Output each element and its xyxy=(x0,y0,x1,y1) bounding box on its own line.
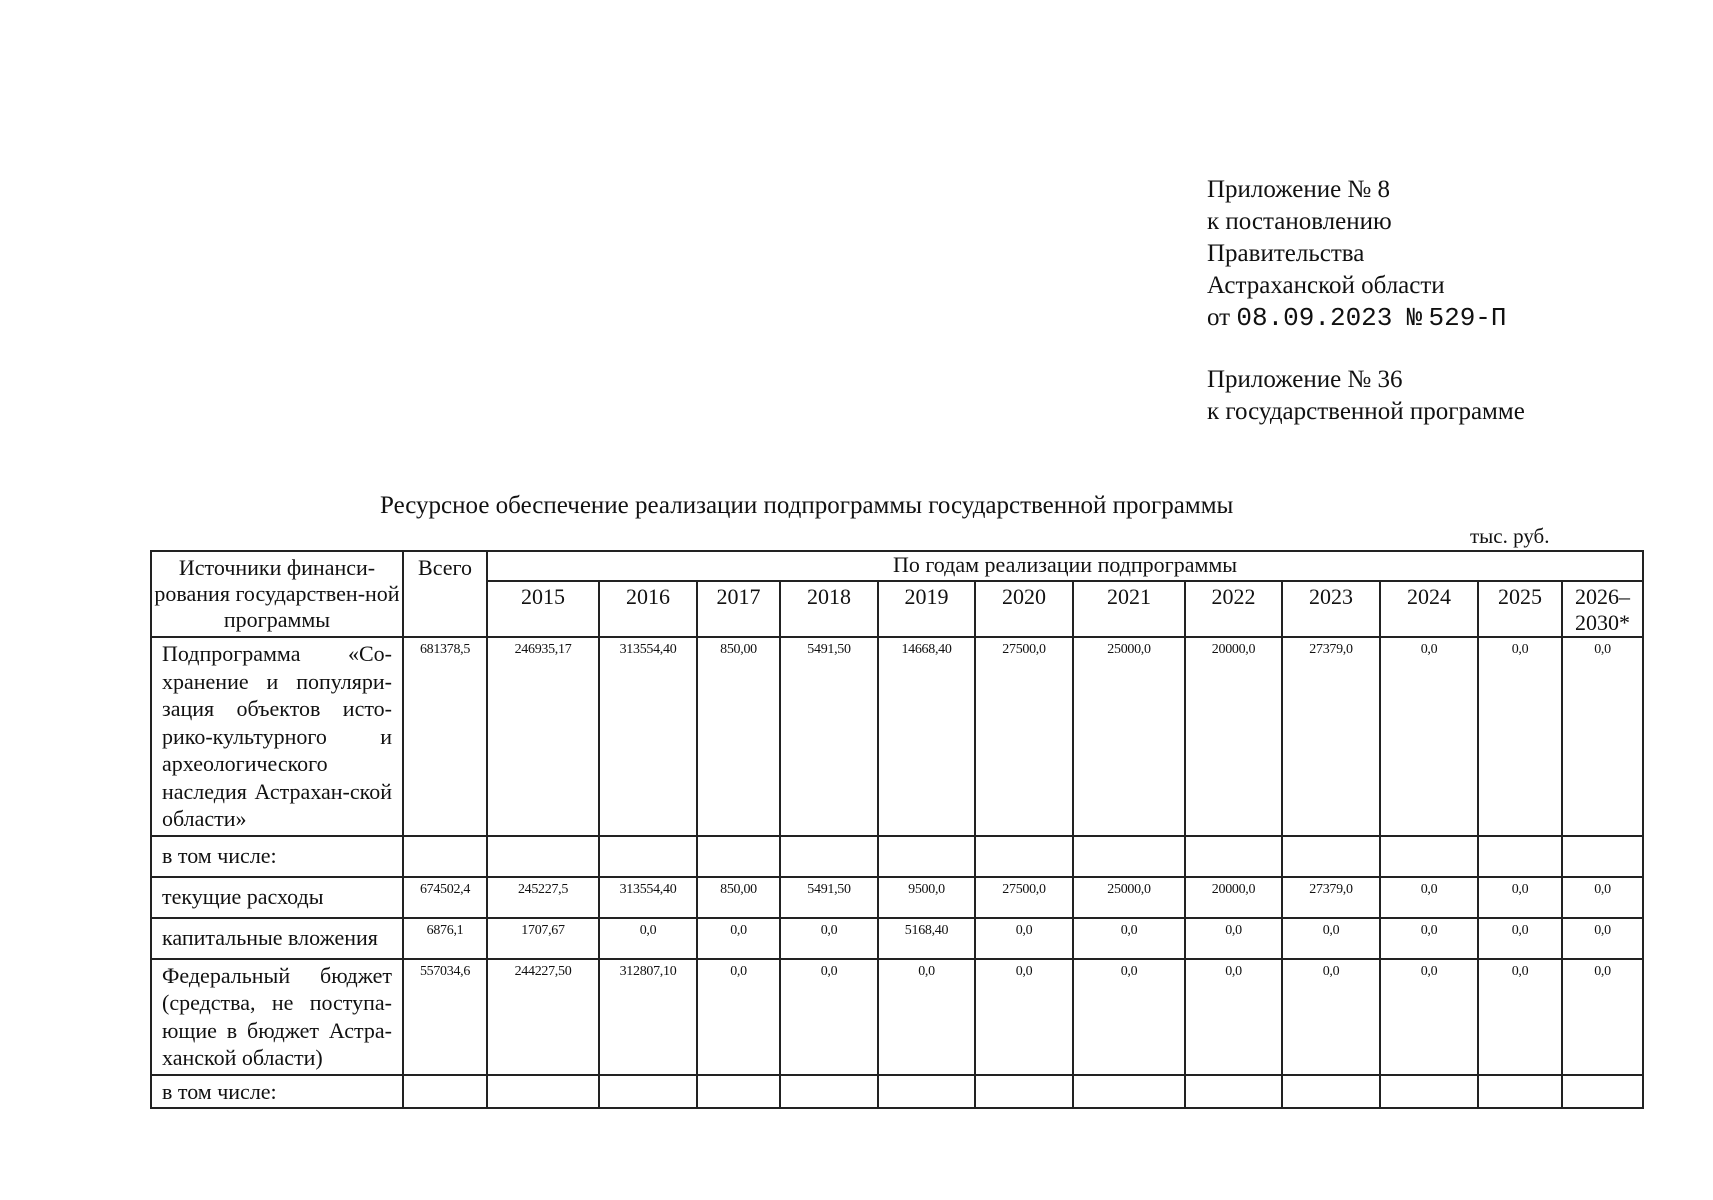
value-cell xyxy=(1562,1075,1643,1109)
value-cell xyxy=(697,1075,780,1109)
years-group-header: По годам реализации подпрограммы xyxy=(487,551,1643,581)
value-cell xyxy=(1073,1075,1185,1109)
appendix-second-label: Приложение № 36 xyxy=(1207,366,1403,393)
value-cell: 0,0 xyxy=(1562,918,1643,959)
value-cell: 0,0 xyxy=(1380,918,1478,959)
value-cell xyxy=(599,1075,697,1109)
total-cell: 674502,4 xyxy=(403,877,487,918)
year-header: 2017 xyxy=(697,581,780,637)
value-cell: 27500,0 xyxy=(975,637,1073,836)
date-prefix: от xyxy=(1207,304,1231,331)
value-cell: 0,0 xyxy=(1282,959,1380,1075)
value-cell: 5491,50 xyxy=(780,637,878,836)
value-cell: 246935,17 xyxy=(487,637,599,836)
row-label: в том числе: xyxy=(151,1075,403,1109)
table-row xyxy=(151,836,1643,877)
value-cell: 0,0 xyxy=(1380,959,1478,1075)
table-row xyxy=(151,959,1643,1075)
row-label: Подпрограмма «Со-хранение и популяри-зация объектов исто-рико-культурного и археологического наследия Астрахан-ской области» xyxy=(151,637,403,836)
value-cell xyxy=(975,836,1073,877)
resolution-date: 08.09.2023 xyxy=(1236,303,1393,333)
table-row xyxy=(151,918,1643,959)
document-title: Ресурсное обеспечение реализации подпрограммы государственной программы xyxy=(380,492,1234,519)
value-cell: 0,0 xyxy=(1282,918,1380,959)
value-cell: 1707,67 xyxy=(487,918,599,959)
table-body xyxy=(151,637,1643,1108)
region-label: Астраханской области xyxy=(1207,272,1445,299)
value-cell xyxy=(1380,1075,1478,1109)
row-label: Федеральный бюджет (средства, не поступа-ющие в бюджет Астра-ханской области) xyxy=(151,959,403,1075)
year-header: 2026–2030* xyxy=(1562,581,1643,637)
year-header: 2022 xyxy=(1185,581,1282,637)
year-header: 2015 xyxy=(487,581,599,637)
value-cell xyxy=(780,1075,878,1109)
value-cell xyxy=(975,1075,1073,1109)
value-cell: 313554,40 xyxy=(599,877,697,918)
year-header: 2019 xyxy=(878,581,975,637)
value-cell: 0,0 xyxy=(1073,918,1185,959)
value-cell: 9500,0 xyxy=(878,877,975,918)
value-cell xyxy=(1185,1075,1282,1109)
value-cell xyxy=(1478,1075,1562,1109)
value-cell: 0,0 xyxy=(1380,877,1478,918)
resolution-number: 529-П xyxy=(1428,303,1507,333)
value-cell: 20000,0 xyxy=(1185,877,1282,918)
value-cell xyxy=(878,1075,975,1109)
value-cell: 0,0 xyxy=(599,918,697,959)
resolution-date-line xyxy=(1207,302,1525,334)
value-cell: 0,0 xyxy=(1478,877,1562,918)
value-cell: 0,0 xyxy=(1478,959,1562,1075)
value-cell xyxy=(599,836,697,877)
source-column-header: Источники финанси-рования государствен-ной программы xyxy=(151,551,403,637)
total-cell xyxy=(403,836,487,877)
year-header: 2020 xyxy=(975,581,1073,637)
value-cell: 14668,40 xyxy=(878,637,975,836)
total-column-header: Всего xyxy=(403,551,487,637)
value-cell: 0,0 xyxy=(1562,637,1643,836)
value-cell: 0,0 xyxy=(780,918,878,959)
value-cell: 0,0 xyxy=(1185,959,1282,1075)
year-header: 2018 xyxy=(780,581,878,637)
year-header: 2016 xyxy=(599,581,697,637)
value-cell xyxy=(878,836,975,877)
value-cell: 850,00 xyxy=(697,877,780,918)
value-cell: 25000,0 xyxy=(1073,637,1185,836)
value-cell: 312807,10 xyxy=(599,959,697,1075)
value-cell xyxy=(487,836,599,877)
value-cell: 20000,0 xyxy=(1185,637,1282,836)
value-cell xyxy=(1282,836,1380,877)
value-cell: 27500,0 xyxy=(975,877,1073,918)
value-cell xyxy=(1478,836,1562,877)
to-program-label: к государственной программе xyxy=(1207,398,1525,425)
value-cell xyxy=(487,1075,599,1109)
to-resolution-label: к постановлению xyxy=(1207,208,1392,235)
table-row xyxy=(151,637,1643,836)
year-header: 2021 xyxy=(1073,581,1185,637)
year-header: 2023 xyxy=(1282,581,1380,637)
total-cell: 557034,6 xyxy=(403,959,487,1075)
value-cell xyxy=(1562,836,1643,877)
value-cell: 0,0 xyxy=(975,959,1073,1075)
value-cell xyxy=(1185,836,1282,877)
value-cell: 25000,0 xyxy=(1073,877,1185,918)
value-cell: 850,00 xyxy=(697,637,780,836)
units-label: тыс. руб. xyxy=(1470,524,1550,548)
value-cell xyxy=(1073,836,1185,877)
value-cell: 5168,40 xyxy=(878,918,975,959)
number-sign: № xyxy=(1406,303,1423,333)
total-cell: 6876,1 xyxy=(403,918,487,959)
total-cell xyxy=(403,1075,487,1109)
value-cell xyxy=(1282,1075,1380,1109)
value-cell: 313554,40 xyxy=(599,637,697,836)
value-cell: 0,0 xyxy=(780,959,878,1075)
value-cell: 0,0 xyxy=(697,959,780,1075)
value-cell: 0,0 xyxy=(975,918,1073,959)
value-cell: 0,0 xyxy=(878,959,975,1075)
table-row xyxy=(151,1075,1643,1109)
year-header: 2024 xyxy=(1380,581,1478,637)
value-cell: 27379,0 xyxy=(1282,637,1380,836)
value-cell: 0,0 xyxy=(1185,918,1282,959)
value-cell: 0,0 xyxy=(1073,959,1185,1075)
value-cell xyxy=(697,836,780,877)
table-row xyxy=(151,877,1643,918)
value-cell: 5491,50 xyxy=(780,877,878,918)
value-cell: 0,0 xyxy=(1562,877,1643,918)
row-label: в том числе: xyxy=(151,836,403,877)
value-cell: 245227,5 xyxy=(487,877,599,918)
value-cell: 0,0 xyxy=(697,918,780,959)
appendix-main-label: Приложение № 8 xyxy=(1207,176,1391,203)
resources-table xyxy=(150,550,1644,1109)
value-cell: 27379,0 xyxy=(1282,877,1380,918)
row-label: текущие расходы xyxy=(151,877,403,918)
value-cell: 0,0 xyxy=(1478,637,1562,836)
appendix-header xyxy=(1207,174,1525,428)
value-cell: 0,0 xyxy=(1562,959,1643,1075)
year-header: 2025 xyxy=(1478,581,1562,637)
value-cell: 0,0 xyxy=(1478,918,1562,959)
row-label: капитальные вложения xyxy=(151,918,403,959)
value-cell: 0,0 xyxy=(1380,637,1478,836)
value-cell xyxy=(1380,836,1478,877)
total-cell: 681378,5 xyxy=(403,637,487,836)
government-label: Правительства xyxy=(1207,240,1365,267)
value-cell xyxy=(780,836,878,877)
value-cell: 244227,50 xyxy=(487,959,599,1075)
